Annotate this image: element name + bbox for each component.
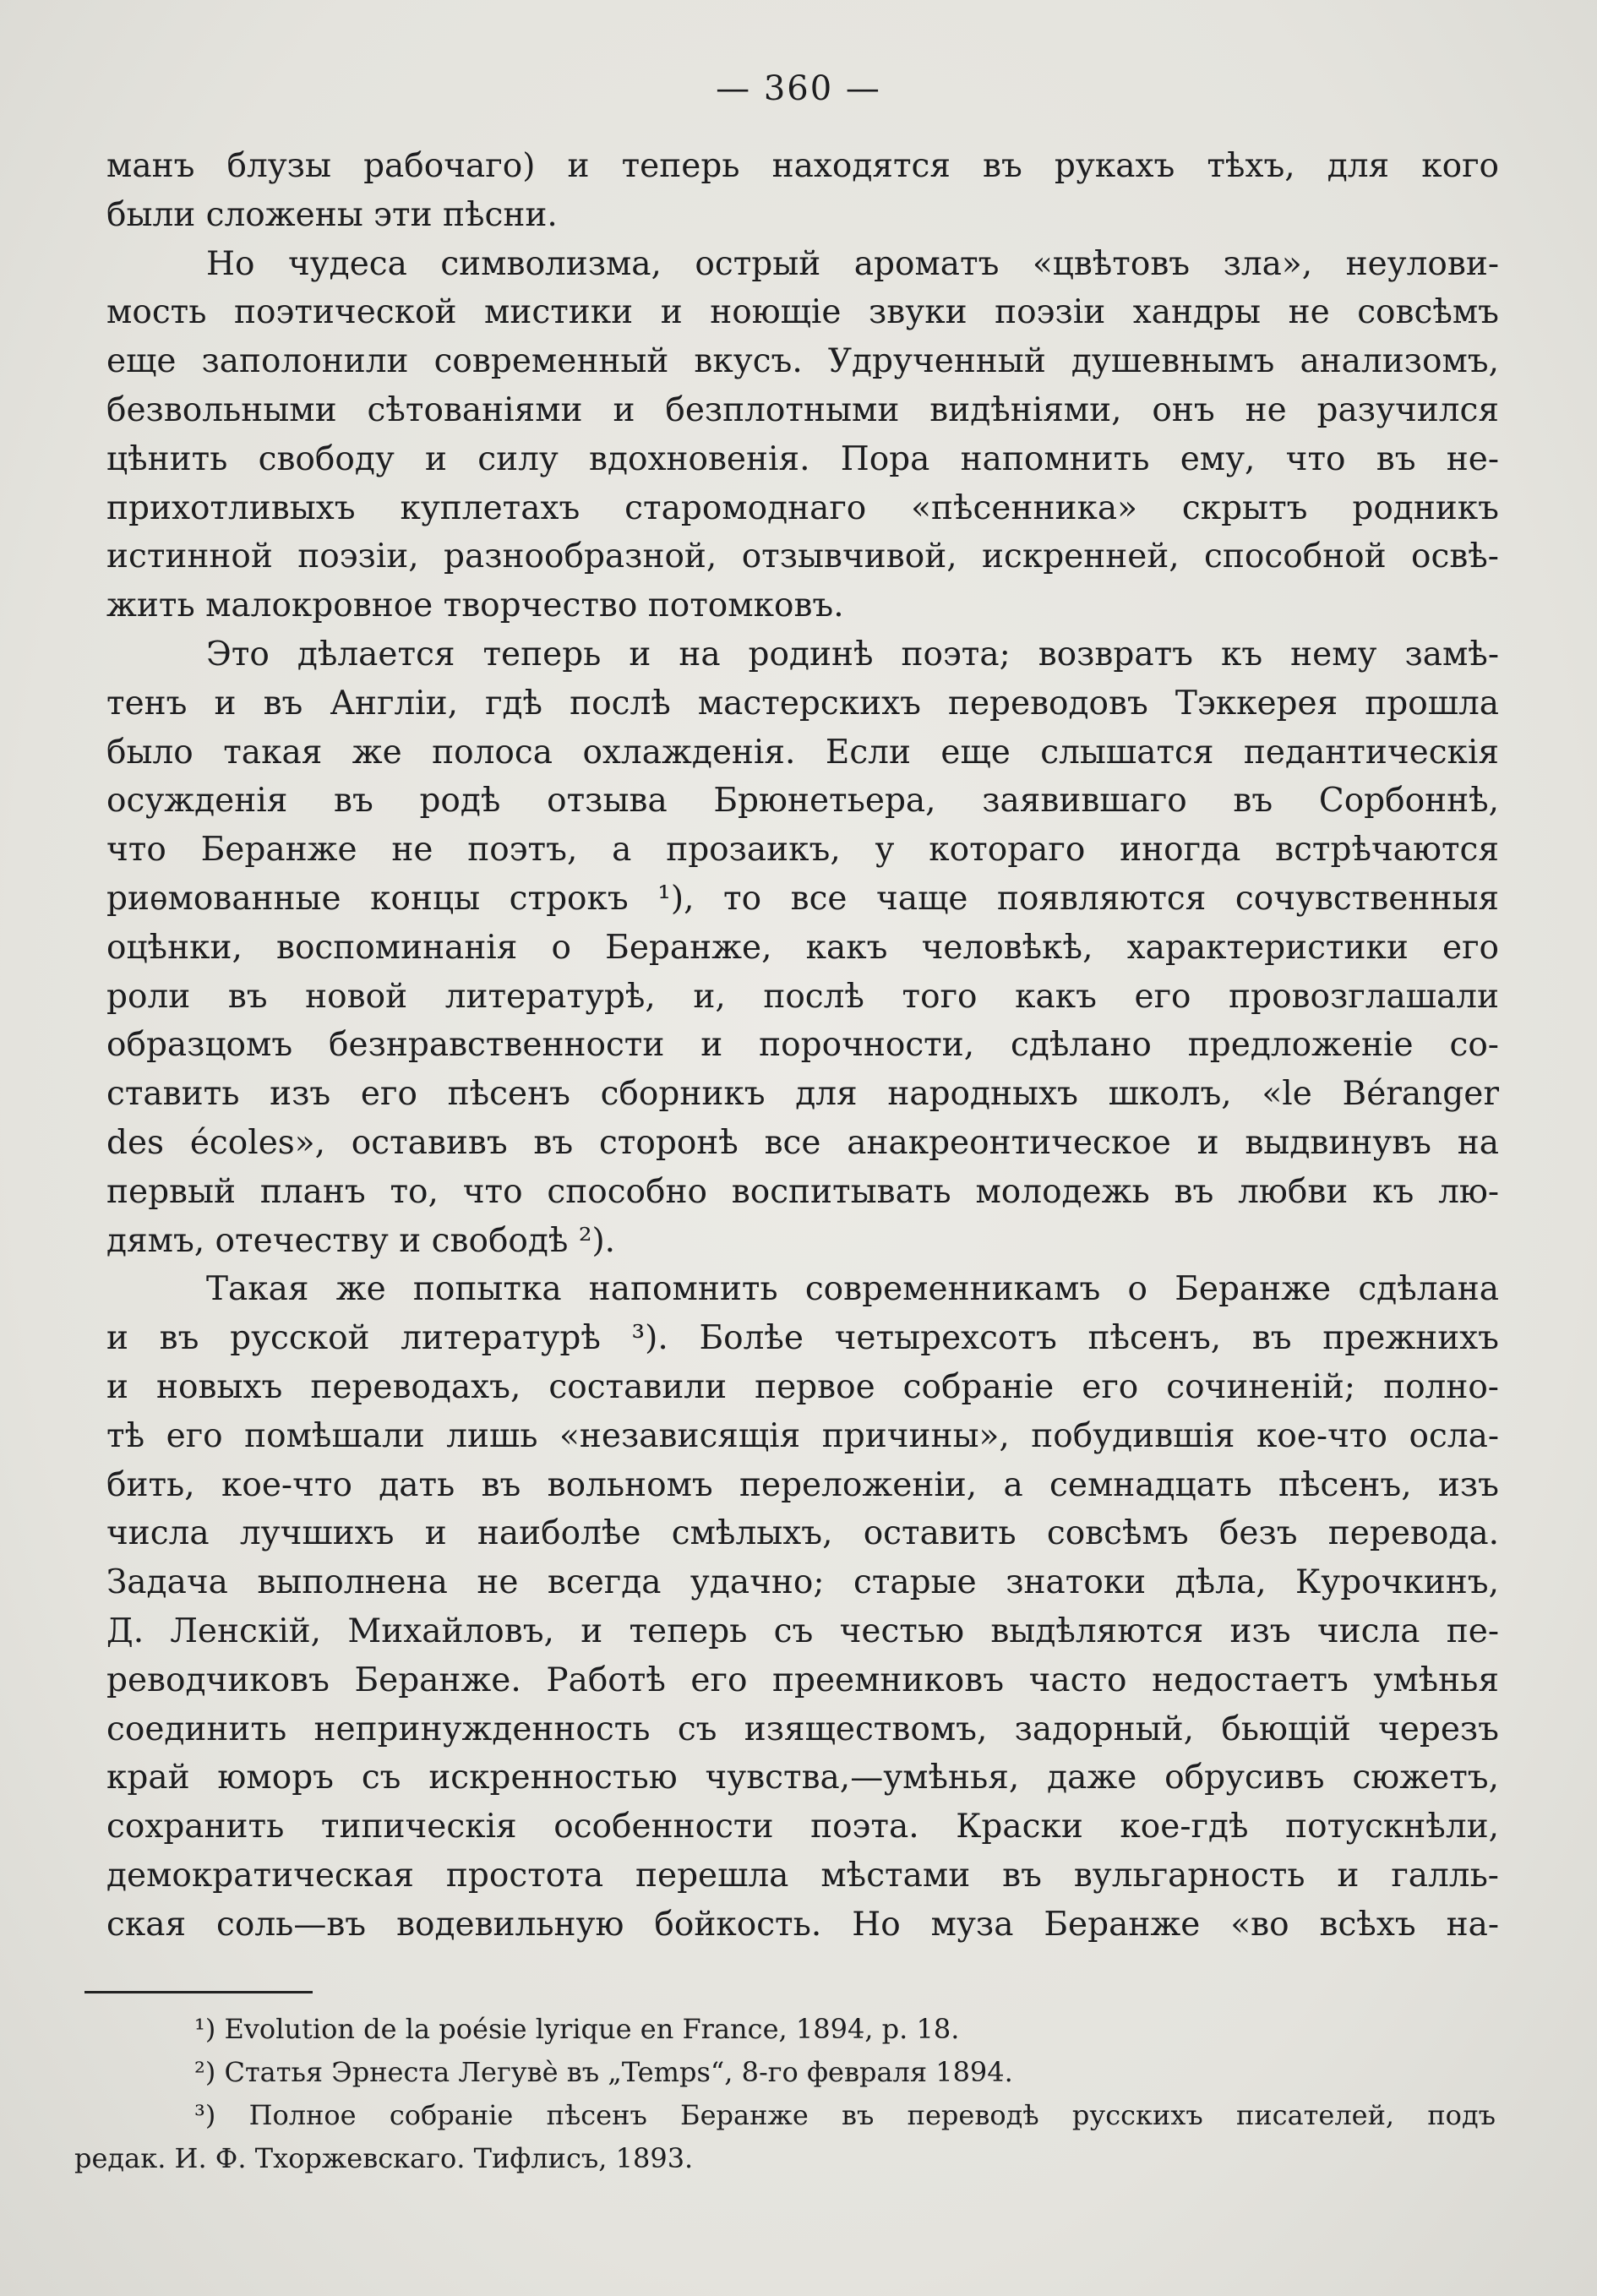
text-line: бить, кое-что дать въ вольномъ переложеніи, а семнадцать пѣсенъ, изъ — [106, 1465, 1499, 1504]
body-text — [106, 142, 1499, 1949]
text-line: истинной поэзіи, разнообразной, отзывчивой, искренней, способной освѣ- — [106, 537, 1499, 576]
text-line: осужденія въ родѣ отзыва Брюнетьера, заявившаго въ Сорбоннѣ, — [106, 782, 1499, 821]
page-number: — 360 — — [716, 69, 881, 108]
text-line: Задача выполнена не всегда удачно; старые знатоки дѣла, Курочкинъ, — [106, 1563, 1499, 1602]
text-line: край юморъ съ искренностью чувства,—умѣнья, даже обрусивъ сюжетъ, — [106, 1759, 1499, 1797]
footnote: ³) Полное собраніе пѣсенъ Беранже въ переводѣ русскихъ писателей, подъ — [194, 2099, 1496, 2131]
text-line: реводчиковъ Беранже. Работѣ его преемниковъ часто недостаетъ умѣнья — [106, 1661, 1499, 1699]
text-line: дямъ, отечеству и свободѣ ²). — [106, 1221, 616, 1260]
text-line: цѣнить свободу и силу вдохновенія. Пора напомнить ему, что въ не- — [106, 439, 1499, 478]
text-line: тѣ его помѣшали лишь «независящія причины», побудившія кое-что осла- — [106, 1416, 1499, 1455]
text-line: ставить изъ его пѣсенъ сборникъ для народныхъ школъ, «le Béranger — [106, 1075, 1499, 1114]
text-line: des écoles», оставивъ въ сторонѣ все анакреонтическое и выдвинувъ на — [106, 1123, 1499, 1162]
text-line: соединить непринужденность съ изяществомъ, задорный, бьющій черезъ — [106, 1710, 1499, 1748]
text-line: безвольными сѣтованіями и безплотными видѣніями, онъ не разучился — [106, 390, 1499, 429]
text-line: образцомъ безнравственности и порочности, сдѣлано предложеніе со- — [106, 1026, 1499, 1065]
text-line: Но чудеса символизма, острый ароматъ «цвѣтовъ зла», неулови- — [206, 244, 1499, 283]
footnote: ¹) Evolution de la poésie lyrique en France, 1894, p. 18. — [194, 2013, 960, 2045]
text-line: манъ блузы рабочаго) и теперь находятся въ рукахъ тѣхъ, для кого — [106, 147, 1499, 185]
text-line: Такая же попытка напомнить современникамъ о Беранже сдѣлана — [206, 1270, 1499, 1309]
text-line: ская соль—въ водевильную бойкость. Но муза Беранже «во всѣхъ на- — [106, 1905, 1499, 1944]
text-line: сохранить типическія особенности поэта. Краски кое-гдѣ потускнѣли, — [106, 1808, 1499, 1846]
text-line: демократическая простота перешла мѣстами въ вульгарность и галль- — [106, 1856, 1499, 1895]
text-line: риѳмованные концы строкъ ¹), то все чаще появляются сочувственныя — [106, 879, 1499, 918]
text-line: роли въ новой литературѣ, и, послѣ того какъ его провозглашали — [106, 977, 1499, 1016]
footnotes — [68, 2008, 1496, 2180]
text-line: тенъ и въ Англіи, гдѣ послѣ мастерскихъ переводовъ Тэккерея прошла — [106, 684, 1499, 723]
text-line: и въ русской литературѣ ³). Болѣе четырехсотъ пѣсенъ, въ прежнихъ — [106, 1319, 1499, 1358]
text-line: еще заполонили современный вкусъ. Удрученный душевнымъ анализомъ, — [106, 342, 1499, 381]
text-line: первый планъ то, что способно воспитывать молодежь въ любви къ лю- — [106, 1172, 1499, 1211]
text-line: жить малокровное творчество потомковъ. — [106, 586, 844, 625]
text-line: Это дѣлается теперь и на родинѣ поэта; возвратъ къ нему замѣ- — [206, 635, 1499, 674]
text-line: были сложены эти пѣсни. — [106, 195, 558, 234]
text-line: было такая же полоса охлажденія. Если еще слышатся педантическія — [106, 733, 1499, 772]
footnote: ²) Статья Эрнеста Легувѐ въ „Temps“, 8-го февраля 1894. — [194, 2056, 1013, 2088]
text-line: Д. Ленскій, Михайловъ, и теперь съ честью выдѣляются изъ числа пе- — [106, 1612, 1499, 1650]
text-line: числа лучшихъ и наиболѣе смѣлыхъ, оставить совсѣмъ безъ перевода. — [106, 1514, 1499, 1553]
text-line: и новыхъ переводахъ, составили первое собраніе его сочиненій; полно- — [106, 1367, 1499, 1406]
text-line: что Беранже не поэтъ, а прозаикъ, у котораго иногда встрѣчаются — [106, 831, 1499, 870]
text-line: мость поэтической мистики и ноющіе звуки поэзіи хандры не совсѣмъ — [106, 293, 1499, 332]
footnote: редак. И. Ф. Тхоржевскаго. Тифлисъ, 1893. — [74, 2142, 694, 2174]
footnote-divider — [84, 1991, 313, 1993]
text-line: оцѣнки, воспоминанія о Беранже, какъ человѣкѣ, характеристики его — [106, 928, 1499, 967]
text-line: прихотливыхъ куплетахъ старомоднаго «пѣсенника» скрытъ родникъ — [106, 488, 1499, 527]
